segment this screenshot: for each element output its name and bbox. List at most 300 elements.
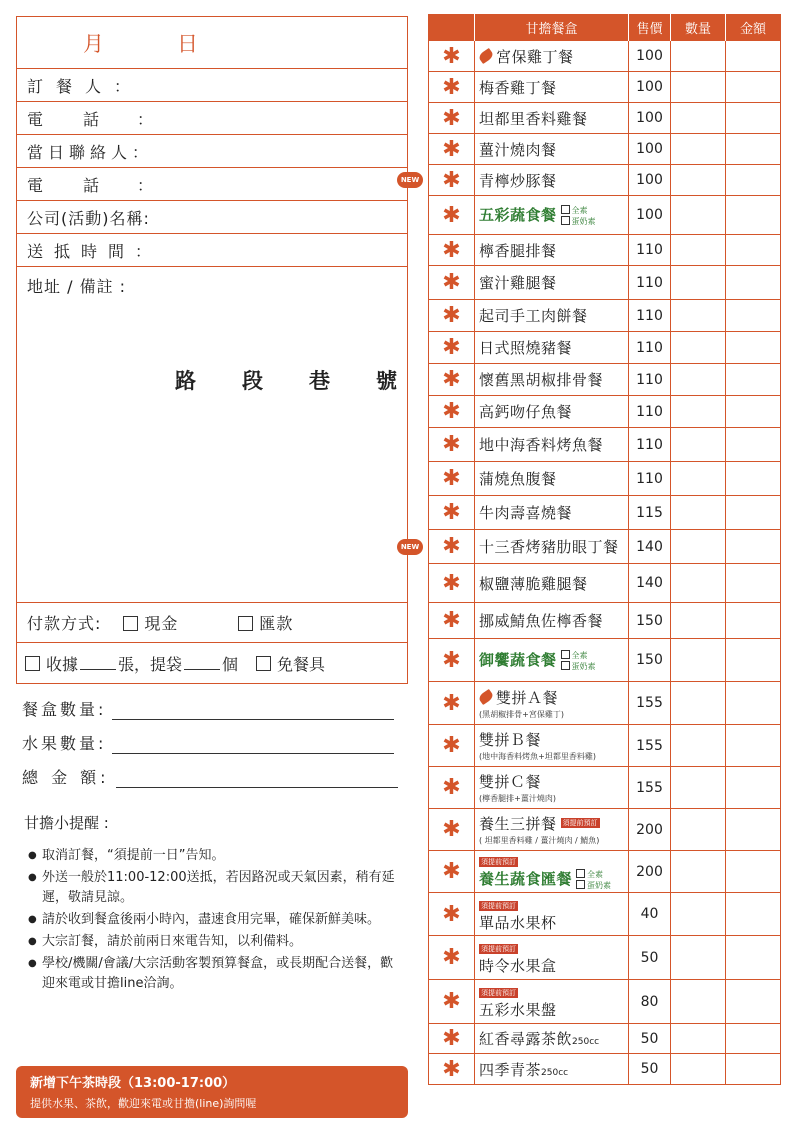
- menu-item-name: 單品水果杯: [479, 913, 557, 932]
- quantity-cell[interactable]: [671, 41, 726, 72]
- star-cell: [429, 41, 475, 72]
- amount-cell[interactable]: [726, 767, 781, 809]
- amount-cell[interactable]: [726, 428, 781, 462]
- star-icon: ✱: [442, 1056, 461, 1082]
- menu-header-row: [429, 15, 781, 41]
- menu-item-name: 四季青茶: [479, 1060, 542, 1079]
- chili-icon: [477, 47, 494, 63]
- menu-item-desc: ( 坦都里香料雞 / 薑汁燒肉 / 鯖魚): [479, 836, 600, 845]
- quantity-cell[interactable]: [671, 809, 726, 851]
- star-icon: ✱: [442, 1026, 461, 1051]
- menu-item-desc: (檸香腿排+薑汁燒肉): [479, 794, 556, 803]
- address-hint-number: 號: [376, 369, 397, 393]
- menu-item-cell: [475, 235, 629, 266]
- star-icon: ✱: [442, 647, 461, 673]
- menu-row: [429, 980, 781, 1024]
- menu-table: [400, 14, 781, 1085]
- menu-item-name: 梅香雞丁餐: [479, 78, 557, 97]
- menu-item-cell: [475, 72, 629, 103]
- amount-cell[interactable]: [726, 103, 781, 134]
- menu-row: [429, 851, 781, 893]
- star-icon: ✱: [442, 775, 461, 800]
- amount-cell[interactable]: [726, 564, 781, 603]
- star-cell: [429, 725, 475, 767]
- menu-item-price: 200: [629, 851, 671, 893]
- reminder-item: ● 請於收到餐盒後兩小時內，盡速食用完畢，確保新鮮美味。: [28, 910, 398, 930]
- sheets-blank[interactable]: [80, 656, 116, 670]
- menu-item-price: 100: [629, 72, 671, 103]
- star-icon: ✱: [442, 105, 461, 131]
- reminder-item: ● 學校/機關/會議/大宗活動客製預算餐盒，或長期配合送餐，歡迎來電或甘擔line洽詢。: [28, 954, 398, 994]
- box-qty-field[interactable]: [22, 697, 394, 720]
- menu-item-price: 150: [629, 603, 671, 639]
- menu-row: [429, 767, 781, 809]
- menu-item-name: 坦都里香料雞餐: [479, 109, 588, 128]
- quantity-cell[interactable]: [671, 300, 726, 332]
- address-hint-road: 路: [175, 369, 196, 393]
- amount-cell[interactable]: [726, 266, 781, 300]
- total-label: 總 金 額:: [22, 768, 110, 787]
- address-label: 地址 / 備註 :: [27, 277, 127, 296]
- star-cell: [429, 103, 475, 134]
- quantity-cell[interactable]: [671, 639, 726, 682]
- menu-header-amount: 金額: [726, 15, 781, 41]
- new-badge: NEW: [397, 172, 423, 188]
- menu-item-cell: [475, 462, 629, 496]
- menu-item-price: 50: [629, 936, 671, 980]
- star-cell: [429, 1054, 475, 1085]
- veg-options: [561, 650, 596, 672]
- total-line[interactable]: [116, 772, 398, 788]
- menu-row: [429, 893, 781, 936]
- company-label: 公司(活動)名稱:: [27, 208, 150, 228]
- amount-cell[interactable]: [726, 332, 781, 364]
- menu-item-name: 宮保雞丁餐: [496, 47, 574, 66]
- menu-row: [429, 496, 781, 530]
- menu-item-cell: [475, 1024, 629, 1054]
- star-icon: ✱: [442, 817, 461, 842]
- menu-item-name: 時令水果盒: [479, 957, 557, 975]
- menu-item-price: 155: [629, 682, 671, 725]
- star-icon: ✱: [442, 432, 461, 457]
- menu-item-cell: [475, 603, 629, 639]
- star-icon: ✱: [442, 859, 461, 884]
- quantity-cell[interactable]: [671, 980, 726, 1024]
- menu-item-cell: [475, 564, 629, 603]
- menu-item-cell: [475, 809, 629, 851]
- amount-cell[interactable]: [726, 936, 781, 980]
- fruit-qty-field[interactable]: [22, 731, 394, 754]
- reminder-title: 甘擔小提醒 :: [24, 814, 109, 832]
- menu-item-desc: (地中海香料烤魚+坦都里香料雞): [479, 752, 596, 761]
- contact-label: 當日聯絡人: [27, 142, 133, 162]
- amount-cell[interactable]: [726, 639, 781, 682]
- cash-label: 現金: [144, 614, 179, 633]
- quantity-cell[interactable]: [671, 332, 726, 364]
- menu-item-name: 十三香烤豬肋眼丁餐: [479, 538, 619, 556]
- star-cell: [429, 396, 475, 428]
- star-cell: [429, 1024, 475, 1054]
- amount-cell[interactable]: [726, 196, 781, 235]
- menu-item-name: 紅香尋露茶飲: [479, 1030, 573, 1048]
- quantity-cell[interactable]: [671, 496, 726, 530]
- menu-item-name: 檸香腿排餐: [479, 241, 557, 260]
- menu-item-name: 雙拼Ａ餐: [496, 688, 559, 707]
- vegan-checkbox[interactable]: [561, 205, 570, 214]
- menu-item-name: 挪威鯖魚佐檸香餐: [479, 612, 604, 630]
- lacto-ovo-checkbox[interactable]: [576, 880, 585, 889]
- lacto-ovo-checkbox[interactable]: [561, 216, 570, 225]
- menu-item-price: 100: [629, 134, 671, 165]
- star-cell: [429, 196, 475, 235]
- phone2-field[interactable]: 電話 ：: [17, 168, 407, 201]
- quantity-cell[interactable]: [671, 235, 726, 266]
- phone-label: 電話: [27, 109, 140, 129]
- star-cell: [429, 266, 475, 300]
- address-field[interactable]: [17, 267, 407, 603]
- menu-item-price: 100: [629, 196, 671, 235]
- menu-item-price: 100: [629, 41, 671, 72]
- menu-item-name: 五彩水果盤: [479, 1001, 557, 1019]
- star-icon: ✱: [442, 500, 461, 525]
- quantity-cell[interactable]: [671, 428, 726, 462]
- menu-item-cell: [475, 767, 629, 809]
- menu-item-price: 155: [629, 767, 671, 809]
- bags-unit: 個: [222, 654, 239, 674]
- menu-item-unit: 250cc: [541, 1067, 569, 1078]
- amount-cell[interactable]: [726, 1024, 781, 1054]
- menu-item-cell: [475, 103, 629, 134]
- cash-checkbox[interactable]: [123, 616, 138, 631]
- star-icon: ✱: [442, 466, 461, 491]
- star-cell: [429, 809, 475, 851]
- amount-cell[interactable]: [726, 851, 781, 893]
- reminder-item: ● 大宗訂餐，請於前兩日來電告知，以利備料。: [28, 932, 398, 952]
- menu-header-price: 售價: [629, 15, 671, 41]
- orderer-field[interactable]: 訂餐人 ：: [17, 69, 407, 102]
- company-field[interactable]: [17, 201, 407, 234]
- star-cell: [429, 564, 475, 603]
- star-cell: [429, 851, 475, 893]
- menu-item-name: 高鈣吻仔魚餐: [479, 403, 573, 421]
- star-icon: ✱: [442, 367, 461, 392]
- payment-label: 付款方式:: [27, 614, 102, 633]
- menu-row: [429, 266, 781, 300]
- menu-row: [429, 725, 781, 767]
- menu-item-name: 雙拼Ｃ餐: [479, 773, 542, 791]
- amount-cell[interactable]: [726, 396, 781, 428]
- delivery-time-label: 送抵時間: [27, 241, 136, 261]
- star-icon: ✱: [442, 945, 461, 970]
- vegan-checkbox[interactable]: [561, 650, 570, 659]
- amount-cell[interactable]: [726, 530, 781, 564]
- menu-row: [429, 364, 781, 396]
- quantity-cell[interactable]: [671, 725, 726, 767]
- menu-item-price: 155: [629, 725, 671, 767]
- menu-item-cell: [475, 266, 629, 300]
- reminder-list: [28, 846, 398, 996]
- quantity-cell[interactable]: [671, 851, 726, 893]
- free-utensils-checkbox[interactable]: [256, 656, 271, 671]
- lacto-ovo-checkbox[interactable]: [561, 661, 570, 670]
- menu-row: [429, 682, 781, 725]
- payment-cash[interactable]: [123, 611, 178, 634]
- menu-item-price: 50: [629, 1054, 671, 1085]
- vegan-label: 全素: [571, 650, 588, 660]
- menu-item-name: 蜜汁雞腿餐: [479, 274, 557, 292]
- menu-item-price: 110: [629, 235, 671, 266]
- menu-row: [429, 809, 781, 851]
- total-field[interactable]: [22, 765, 398, 788]
- menu-row: [429, 332, 781, 364]
- menu-item-cell: [475, 496, 629, 530]
- star-cell: [429, 936, 475, 980]
- quantity-cell[interactable]: [671, 603, 726, 639]
- date-row[interactable]: [17, 17, 407, 69]
- menu-item-price: 200: [629, 809, 671, 851]
- transfer-checkbox[interactable]: [238, 616, 253, 631]
- vegan-label: 全素: [587, 870, 604, 879]
- star-cell: [429, 639, 475, 682]
- afternoon-tea-banner: [16, 1066, 408, 1118]
- order-form: [16, 16, 408, 684]
- star-icon: ✱: [442, 608, 461, 633]
- menu-row: [429, 462, 781, 496]
- quantity-cell[interactable]: [671, 364, 726, 396]
- menu-item-name: 起司手工肉餅餐: [479, 307, 588, 325]
- menu-row: [429, 1024, 781, 1054]
- star-cell: [429, 893, 475, 936]
- star-cell: [429, 300, 475, 332]
- menu-item-cell: [475, 332, 629, 364]
- quantity-cell[interactable]: [671, 936, 726, 980]
- menu-item-price: 150: [629, 639, 671, 682]
- amount-cell[interactable]: [726, 725, 781, 767]
- star-icon: ✱: [442, 335, 461, 360]
- menu-item-price: 110: [629, 428, 671, 462]
- menu-item-name: 養生三拼餐: [479, 815, 557, 833]
- menu-body: [400, 41, 781, 1085]
- fruit-qty-label: 水果數量:: [22, 734, 107, 753]
- amount-cell[interactable]: [726, 364, 781, 396]
- menu-item-name: 牛肉壽喜燒餐: [479, 504, 573, 522]
- quantity-cell[interactable]: [671, 103, 726, 134]
- star-icon: ✱: [442, 202, 461, 228]
- receipt-row: [17, 643, 407, 683]
- star-icon: ✱: [442, 303, 461, 328]
- menu-item-price: 110: [629, 396, 671, 428]
- amount-cell[interactable]: [726, 1054, 781, 1085]
- menu-item-cell: [475, 300, 629, 332]
- menu-item-cell: [475, 639, 629, 682]
- payment-transfer[interactable]: [238, 611, 293, 634]
- amount-cell[interactable]: [726, 72, 781, 103]
- star-icon: ✱: [442, 570, 461, 596]
- amount-cell[interactable]: [726, 603, 781, 639]
- menu-item-name: 日式照燒豬餐: [479, 339, 573, 357]
- box-qty-label: 餐盒數量:: [22, 700, 107, 719]
- star-cell: [429, 980, 475, 1024]
- amount-cell[interactable]: [726, 41, 781, 72]
- menu-row: [429, 564, 781, 603]
- star-icon: ✱: [442, 167, 461, 193]
- quantity-cell[interactable]: [671, 1054, 726, 1085]
- star-cell: [429, 462, 475, 496]
- reminder-item: ● 外送一般於11:00-12:00送抵，若因路況或天氣因素，稍有延遲，敬請見諒。: [28, 868, 398, 908]
- menu-item-name: 薑汁燒肉餐: [479, 140, 557, 159]
- star-icon: ✱: [442, 690, 461, 716]
- star-icon: ✱: [442, 270, 461, 295]
- star-cell: [429, 682, 475, 725]
- star-icon: ✱: [442, 43, 461, 69]
- star-cell: [429, 496, 475, 530]
- star-cell: [429, 428, 475, 462]
- menu-item-cell: [475, 165, 629, 196]
- star-icon: ✱: [442, 74, 461, 100]
- menu-item-desc: (黑胡椒排骨+宮保雞丁): [479, 709, 564, 719]
- phone-field[interactable]: 電話 ：: [17, 102, 407, 135]
- payment-row: [17, 603, 407, 643]
- receipt-label: 收據: [46, 654, 79, 674]
- amount-cell[interactable]: [726, 682, 781, 725]
- quantity-cell[interactable]: [671, 72, 726, 103]
- menu-item-price: 110: [629, 462, 671, 496]
- menu-item-cell: [475, 893, 629, 936]
- menu-row: [429, 41, 781, 72]
- vegan-checkbox[interactable]: [576, 869, 585, 878]
- menu-row: [429, 196, 781, 235]
- menu-item-name: 雙拼Ｂ餐: [479, 731, 542, 749]
- menu-item-price: 140: [629, 530, 671, 564]
- star-icon: ✱: [442, 237, 461, 263]
- address-hint: [175, 365, 397, 395]
- amount-cell[interactable]: [726, 893, 781, 936]
- amount-cell[interactable]: [726, 496, 781, 530]
- star-icon: ✱: [442, 399, 461, 424]
- menu-item-cell: [475, 682, 629, 725]
- amount-cell[interactable]: [726, 300, 781, 332]
- star-icon: ✱: [442, 989, 461, 1014]
- menu-item-name: 懷舊黑胡椒排骨餐: [479, 371, 604, 389]
- transfer-label: 匯款: [259, 614, 294, 633]
- menu-item-name: 青檸炒豚餐: [479, 171, 557, 190]
- star-cell: [429, 134, 475, 165]
- quantity-cell[interactable]: [671, 682, 726, 725]
- vegan-label: 全素: [571, 205, 588, 215]
- menu-item-price: 100: [629, 165, 671, 196]
- menu-item-price: 110: [629, 332, 671, 364]
- box-qty-line[interactable]: [112, 704, 394, 720]
- quantity-cell[interactable]: [671, 462, 726, 496]
- menu-header-star: [429, 15, 475, 41]
- menu-item-unit: 250cc: [572, 1037, 600, 1047]
- menu-item-price: 50: [629, 1024, 671, 1054]
- menu-row: [429, 936, 781, 980]
- chili-icon: [477, 688, 494, 704]
- menu-row: [429, 300, 781, 332]
- menu-item-name: 養生蔬食匯餐: [479, 870, 573, 888]
- contact-field[interactable]: 當日聯絡人 ：: [17, 135, 407, 168]
- menu-item-cell: [475, 364, 629, 396]
- menu-item-price: 40: [629, 893, 671, 936]
- menu-item-name: 地中海香料烤魚餐: [479, 436, 604, 454]
- menu-row: [429, 72, 781, 103]
- menu-row: [429, 603, 781, 639]
- month-label: 月: [83, 31, 105, 56]
- receipt-checkbox[interactable]: [25, 656, 40, 671]
- star-icon: ✱: [442, 733, 461, 758]
- quantity-cell[interactable]: [671, 1024, 726, 1054]
- veg-options: [576, 869, 611, 891]
- menu-item-name: 蒲燒魚腹餐: [479, 470, 557, 488]
- menu-item-price: 110: [629, 300, 671, 332]
- star-cell: [400, 530, 475, 564]
- amount-cell[interactable]: [726, 980, 781, 1024]
- menu-item-cell: [475, 530, 629, 564]
- star-cell: [429, 72, 475, 103]
- reminder-item: ● 取消訂餐，“須提前一日”告知。: [28, 846, 398, 866]
- menu-row: [429, 103, 781, 134]
- bags-blank[interactable]: [184, 656, 220, 670]
- amount-cell[interactable]: [726, 809, 781, 851]
- quantity-cell[interactable]: [671, 266, 726, 300]
- menu-item-name: 五彩蔬食餐: [479, 205, 557, 224]
- menu-item-cell: [475, 196, 629, 235]
- menu-item-cell: [475, 725, 629, 767]
- day-label: 日: [177, 31, 199, 56]
- sheets-unit: 張，提袋: [118, 654, 183, 674]
- menu-item-price: 80: [629, 980, 671, 1024]
- pre-order-tag: 須提前預訂: [481, 945, 516, 953]
- quantity-cell[interactable]: [671, 530, 726, 564]
- orderer-label: 訂餐人: [27, 76, 115, 96]
- menu-header-qty: 數量: [671, 15, 726, 41]
- star-cell: [429, 332, 475, 364]
- menu-item-cell: [475, 936, 629, 980]
- quantity-cell[interactable]: [671, 196, 726, 235]
- menu-item-cell: [475, 851, 629, 893]
- fruit-qty-line[interactable]: [112, 738, 394, 754]
- quantity-cell[interactable]: [671, 396, 726, 428]
- menu-row: [429, 134, 781, 165]
- star-cell: [429, 603, 475, 639]
- new-badge: NEW: [397, 539, 423, 555]
- menu-row: [429, 165, 781, 196]
- menu-item-price: 110: [629, 364, 671, 396]
- amount-cell[interactable]: [726, 462, 781, 496]
- menu-row: [429, 428, 781, 462]
- amount-cell[interactable]: [726, 235, 781, 266]
- delivery-time-field[interactable]: 送抵時間 ：: [17, 234, 407, 267]
- amount-cell[interactable]: [726, 165, 781, 196]
- quantity-cell[interactable]: [671, 767, 726, 809]
- banner-title: 新增下午茶時段（13:00-17:00）: [30, 1076, 236, 1091]
- quantity-cell[interactable]: [671, 893, 726, 936]
- menu-item-cell: [475, 980, 629, 1024]
- quantity-cell[interactable]: [671, 564, 726, 603]
- menu-item-price: 100: [629, 103, 671, 134]
- quantity-cell[interactable]: [671, 134, 726, 165]
- star-cell: [429, 235, 475, 266]
- free-utensils-label: 免餐具: [277, 654, 326, 674]
- menu-header-name: 甘擔餐盒: [475, 15, 629, 41]
- menu-row: [429, 639, 781, 682]
- menu-row: [429, 396, 781, 428]
- quantity-cell[interactable]: [671, 165, 726, 196]
- amount-cell[interactable]: [726, 134, 781, 165]
- pre-order-tag: 須提前預訂: [481, 989, 516, 997]
- address-hint-lane: 巷: [309, 369, 330, 393]
